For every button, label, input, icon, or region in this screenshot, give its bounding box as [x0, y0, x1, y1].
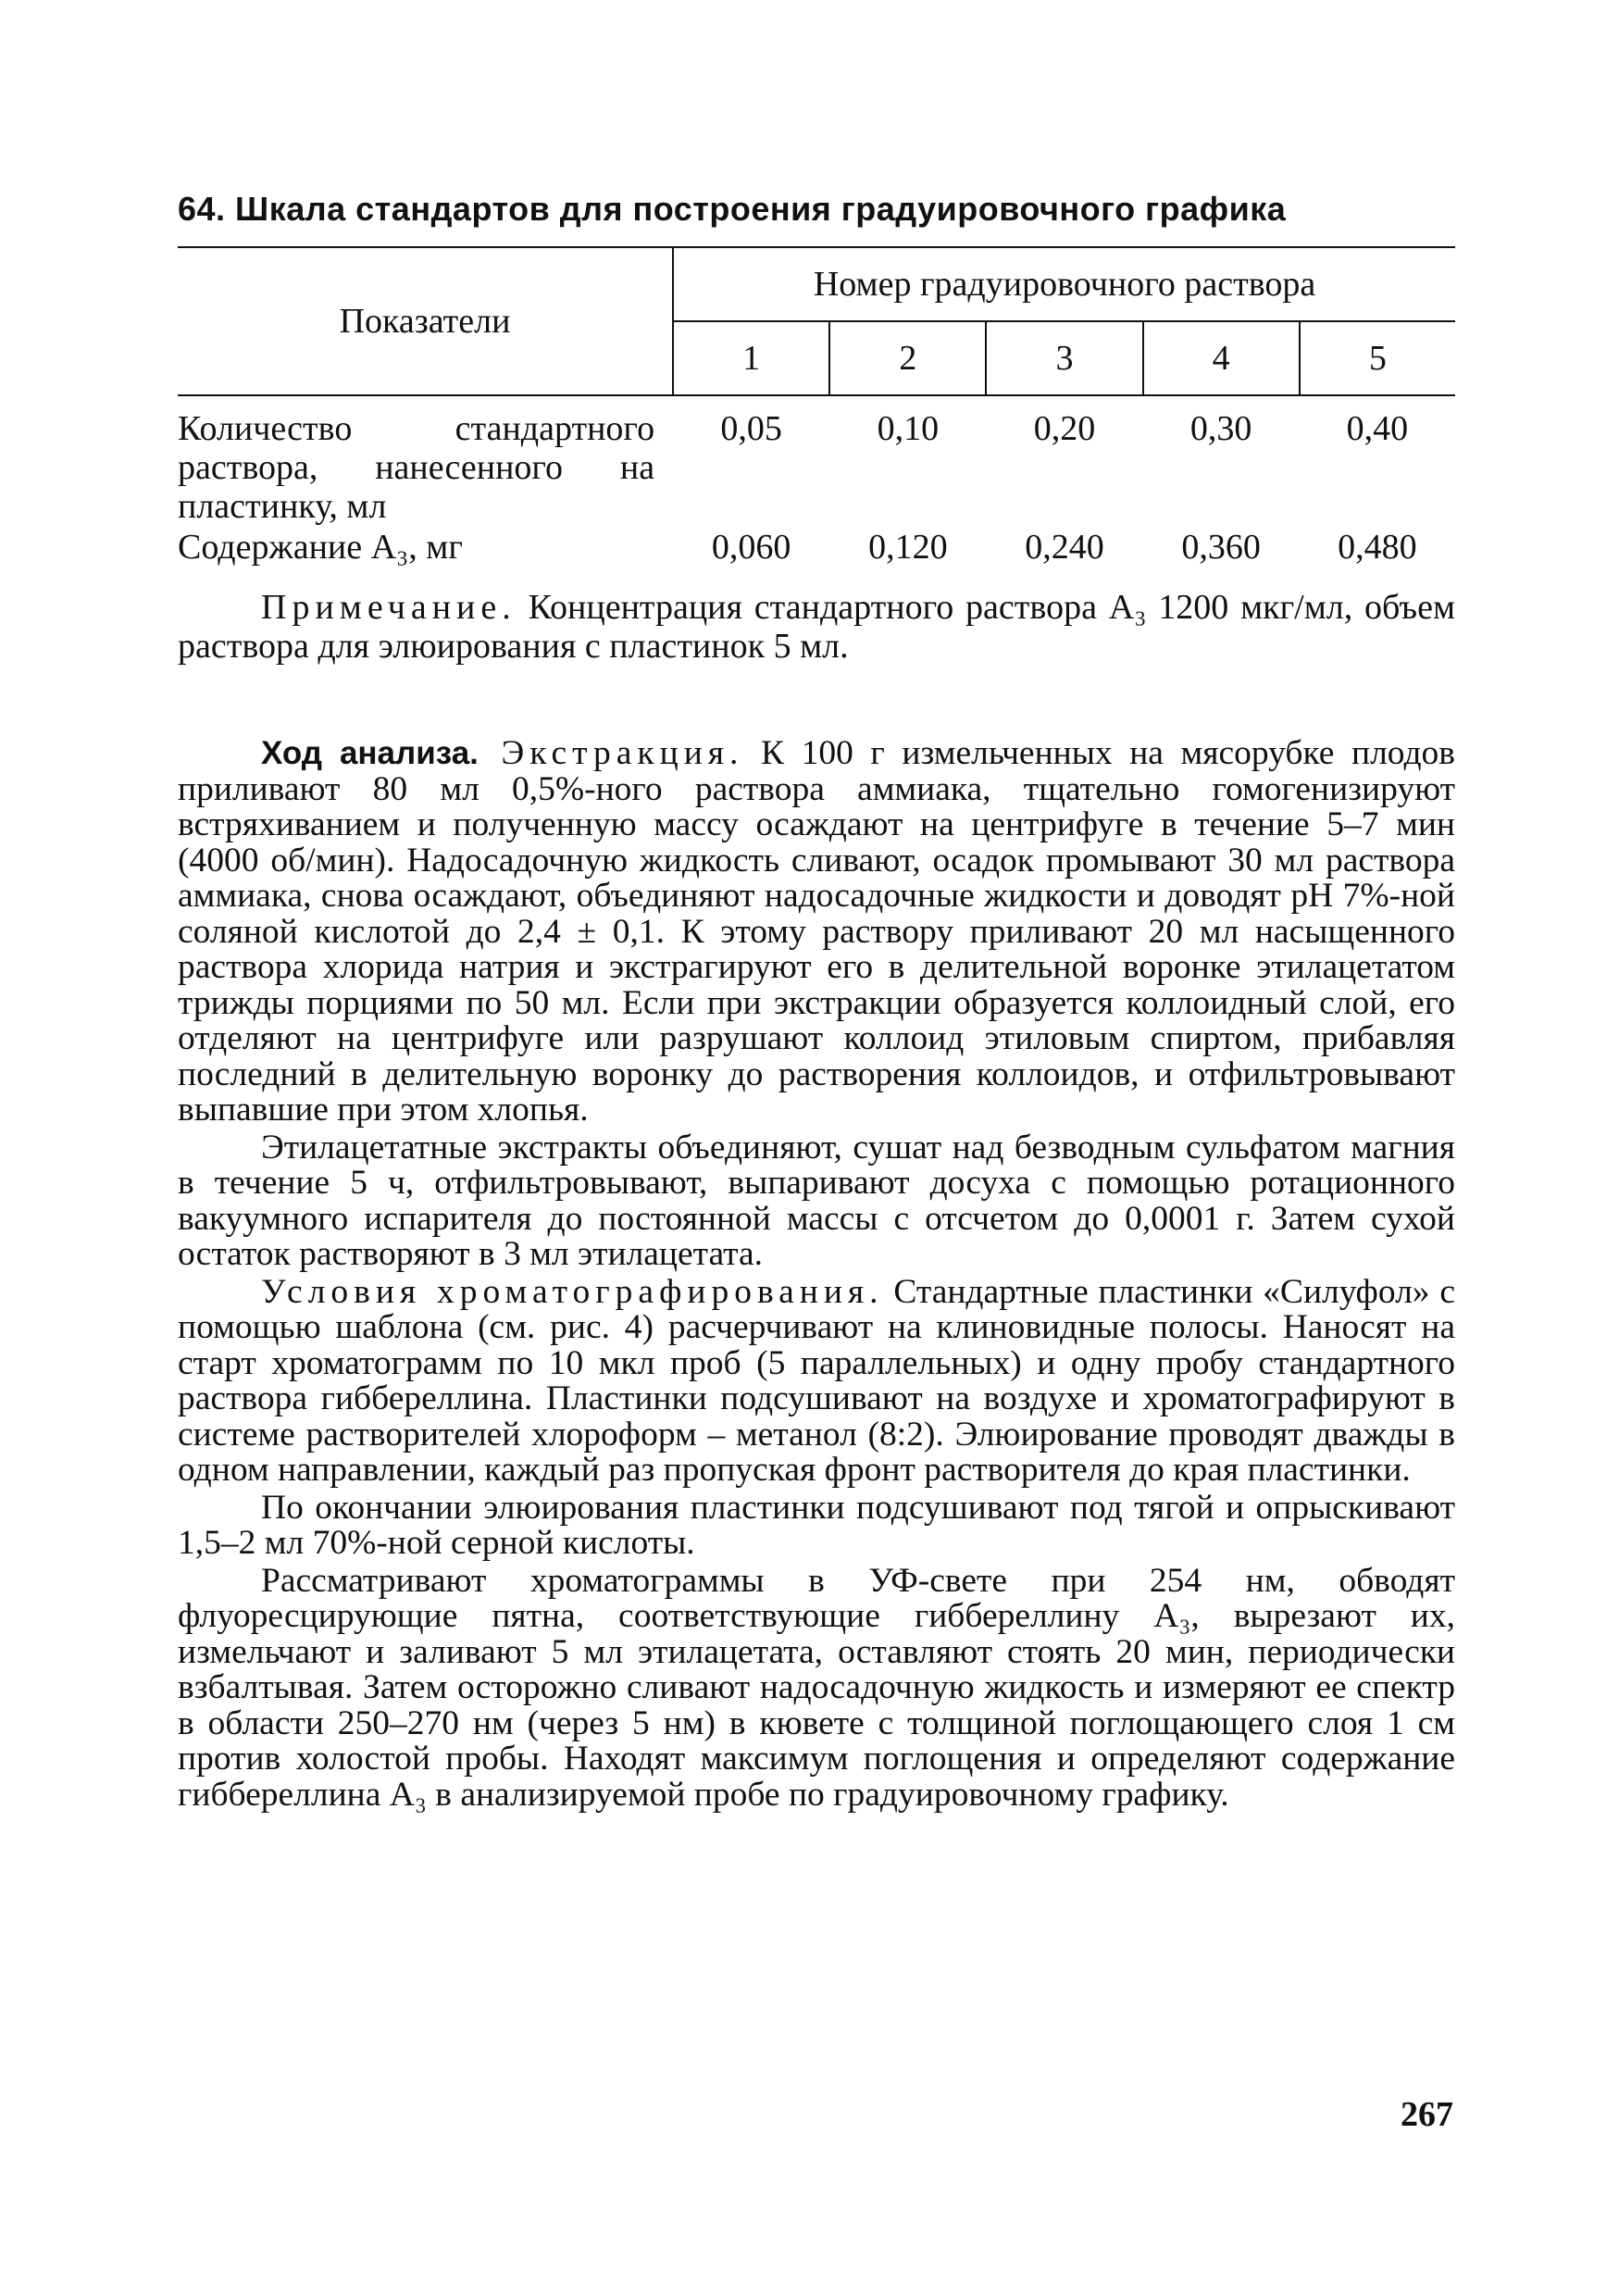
header-col-2: 2 [829, 321, 986, 395]
table-cell: 0,480 [1338, 528, 1417, 567]
table-row [178, 395, 1455, 526]
section-heading: Ход анализа. [261, 735, 479, 771]
paragraph-text: К 100 г измельченных на мясорубке плодов приливают 80 мл 0,5%-ного раствора аммиака, тщательно гомогенизируют встряхиванием и полученную массу осаждают на центрифуге в течение 5–7 мин (4000 об/мин). Надосадочную жидкость сливают, осадок промывают 30 мл раствора аммиака, снова осаждают, объединяют надосадочные жидкости и доводят pH 7%-ной соляной кислотой до 2,4 ± 0,1. К этому раствору приливают 20 мл насыщенного раствора хлорида натрия и экстрагируют его в делительной воронке этилацетатом трижды порциями по 50 мл. Если при экстракции образуется коллоидный слой, его отделяют на центрифуге или разрушают коллоид этиловым спиртом, прибавляя последний в делительную воронку до растворения коллоидов, и отфильтровывают выпавшие при этом хлопья. [178, 734, 1455, 1129]
header-col-3: 3 [986, 321, 1142, 395]
spaced-heading: Экстракция. [478, 734, 744, 772]
header-indicators: Показатели [178, 247, 673, 395]
paragraph [178, 1272, 1455, 1489]
standards-table [178, 246, 1455, 567]
spaced-heading: Условия хроматографирования. [261, 1272, 884, 1311]
table-cell: 0,05 [720, 409, 782, 448]
paragraph: Этилацетатные экстракты объединяют, сушат над безводным сульфатом магния в течение 5 ч, отфильтровывают, выпаривают досуха с помощью ротационного вакуумного испарителя до постоянной массы с отсчетом до 0,0001 г. Затем сухой остаток растворяют в 3 мл этилацетата. [178, 1128, 1455, 1273]
note-text: Концентрация стандартного раствора А₃ 1200 мкг/мл, объем раствора для элюирования с пластинок 5 мл. [178, 588, 1455, 666]
table-cell: 0,060 [711, 528, 791, 567]
paragraph [178, 736, 1455, 1129]
table-cell: 0,30 [1189, 409, 1252, 448]
header-col-1: 1 [673, 321, 829, 395]
table-cell: 0,40 [1346, 409, 1409, 448]
table-cell: 0,360 [1181, 528, 1261, 567]
table-cell: 0,240 [1025, 528, 1104, 567]
paragraph: По окончании элюирования пластинки подсушивают под тягой и опрыскивают 1,5–2 мл 70%-ной серной кислоты. [178, 1488, 1455, 1562]
table-cell: 0,20 [1033, 409, 1096, 448]
row-label: Количество стандартного раствора, нанесенного на пластинку, мл [178, 409, 655, 526]
paragraph-text: Стандартные пластинки «Силуфол» с помощью шаблона (см. рис. 4) расчерчивают на клиновидные полосы. Наносят на старт хроматограмм по 10 мкл проб (5 параллельных) и одну пробу стандартного раствора гиббереллина. Пластинки подсушивают на воздухе и хроматографируют в системе растворителей хлороформ – метанол (8:2). Элюирование проводят дважды в одном направлении, каждый раз пропуская фронт растворителя до края пластинки. [178, 1272, 1455, 1489]
header-solution-number: Номер градуировочного раствора [673, 247, 1455, 321]
note-label: Примечание. [261, 588, 517, 627]
table-note [178, 588, 1455, 666]
paragraph: Рассматривают хроматограммы в УФ-свете при 254 нм, обводят флуоресцирующие пятна, соответствующие гиббереллину А₃, вырезают их, измельчают и заливают 5 мл этилацетата, оставляют стоять 20 мин, периодически взбалтывая. Затем осторожно сливают надосадочную жидкость и измеряют ее спектр в области 250–270 нм (через 5 нм) в кювете с толщиной поглощающего слоя 1 см против холостой пробы. Находят максимум поглощения и определяют содержание гиббереллина А₃ в анализируемой пробе по градуировочному графику. [178, 1561, 1455, 1814]
row-label: Содержание А₃, мг [178, 528, 463, 567]
table-cell: 0,10 [877, 409, 940, 448]
table-row [178, 526, 1455, 567]
body-text [178, 736, 1455, 1815]
page-number: 267 [1401, 2095, 1453, 2134]
header-col-5: 5 [1300, 321, 1455, 395]
header-col-4: 4 [1143, 321, 1300, 395]
table-cell: 0,120 [868, 528, 948, 567]
table-title: 64. Шкала стандартов для построения градуировочного графика [178, 190, 1287, 228]
